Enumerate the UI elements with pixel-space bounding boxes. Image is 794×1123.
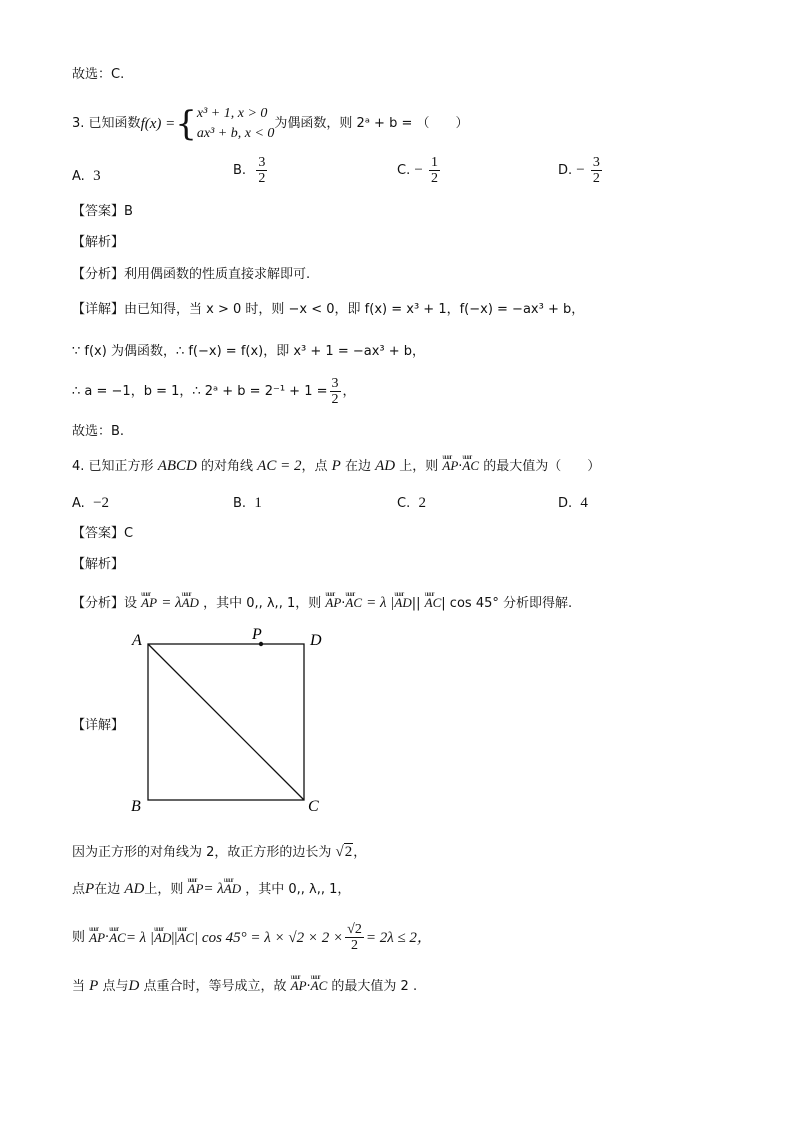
question-3-stem: 3. 已知函数 f(x) = { x³ + 1, x > 0 ax³ + b, x < 0 为偶函数，则 2ᵃ + b = （ ） — [72, 104, 469, 144]
fraction: $\frac{√2}{2}$ — [347, 922, 362, 953]
option-a: A. −2 — [72, 495, 110, 511]
solution-line-3: 则 uuur AP · uuur AC = λ | uuur AD || uuur AC | cos 45° = λ × √2 × 2 × $\frac{√2}{2}$ = 2λ ≤ 2， — [72, 922, 432, 953]
option-b: B. $\frac{3}{2}$ — [233, 155, 266, 186]
question-4-stem: 4. 已知正方形 ABCD 的对角线 AC = 2，点 P 在边 AD 上，则 uuur AP·uuur AC 的最大值为（ ） — [72, 457, 600, 476]
answer-line: 【答案】B — [72, 204, 133, 219]
previous-conclusion: 故选：C. — [72, 67, 125, 82]
label-a: A — [132, 632, 142, 649]
label-c: C — [308, 798, 319, 815]
analysis-summary: 【分析】利用偶函数的性质直接求解即可. — [72, 267, 311, 282]
fraction: $\frac{3}{2}$ — [592, 155, 600, 186]
fraction: $\frac{3}{2}$ — [258, 155, 266, 186]
fraction: $\frac{3}{2}$ — [331, 376, 339, 407]
analysis-heading: 【解析】 — [72, 235, 125, 250]
solution-line-1: 因为正方形的对角线为 2，故正方形的边长为 √2， — [72, 844, 367, 860]
option-c: C. − $\frac{1}{2}$ — [397, 155, 438, 186]
fraction: $\frac{1}{2}$ — [430, 155, 438, 186]
stem-text: 为偶函数，则 2ᵃ + b = （ ） — [274, 116, 469, 131]
conclusion: 故选：B. — [72, 424, 125, 439]
piecewise-case-1: x³ + 1, x > 0 — [196, 106, 268, 121]
detail-line-3: ∴ a = −1，b = 1，∴ 2ᵃ + b = 2⁻¹ + 1 = $\frac{3}{2}$ ， — [72, 376, 356, 407]
option-b: B. 1 — [233, 495, 262, 511]
label-d: D — [310, 632, 322, 649]
function-name: f(x) = — [140, 116, 176, 132]
square-diagram — [124, 622, 344, 822]
analysis-heading: 【解析】 — [72, 557, 125, 572]
detail-line-1: 【详解】由已知得，当 x > 0 时，则 −x < 0，即 f(x) = x³ + 1，f(−x) = −ax³ + b， — [72, 302, 585, 317]
diagonal-ac — [148, 644, 304, 800]
piecewise-case-2: ax³ + b, x < 0 — [196, 126, 275, 141]
vector-ap: uuur AP — [442, 457, 458, 475]
stem-text: 已知函数 — [88, 116, 141, 131]
option-c: C. 2 — [397, 495, 426, 511]
option-a: A. 3 — [72, 168, 101, 184]
analysis-summary: 【分析】设 uuur AP = λuuur AD ，其中 0,, λ,, 1，则 uuur AP·uuur AC = λ |uuur AD|| uuur AC| cos 45° 分析即得解. — [72, 594, 572, 613]
solution-line-4: 当 P 点与D 点重合时，等号成立，故 uuur AP·uuur AC 的最大值为 2 . — [72, 977, 417, 996]
question-number: 3. — [72, 116, 85, 131]
label-p: P — [252, 626, 262, 643]
vector-ac: uuur AC — [462, 457, 479, 475]
detail-heading: 【详解】 — [72, 718, 125, 733]
option-d: D. − $\frac{3}{2}$ — [558, 155, 600, 186]
detail-line-2: ∵ f(x) 为偶函数，∴ f(−x) = f(x)，即 x³ + 1 = −ax³ + b， — [72, 344, 426, 359]
solution-line-2: 点P在边 AD上，则 uuur AP= λuuur AD ，其中 0,, λ,, 1， — [72, 880, 350, 899]
option-d: D. 4 — [558, 495, 588, 511]
answer-line: 【答案】C — [72, 526, 134, 541]
label-b: B — [131, 798, 141, 815]
piecewise-cases — [197, 104, 275, 144]
